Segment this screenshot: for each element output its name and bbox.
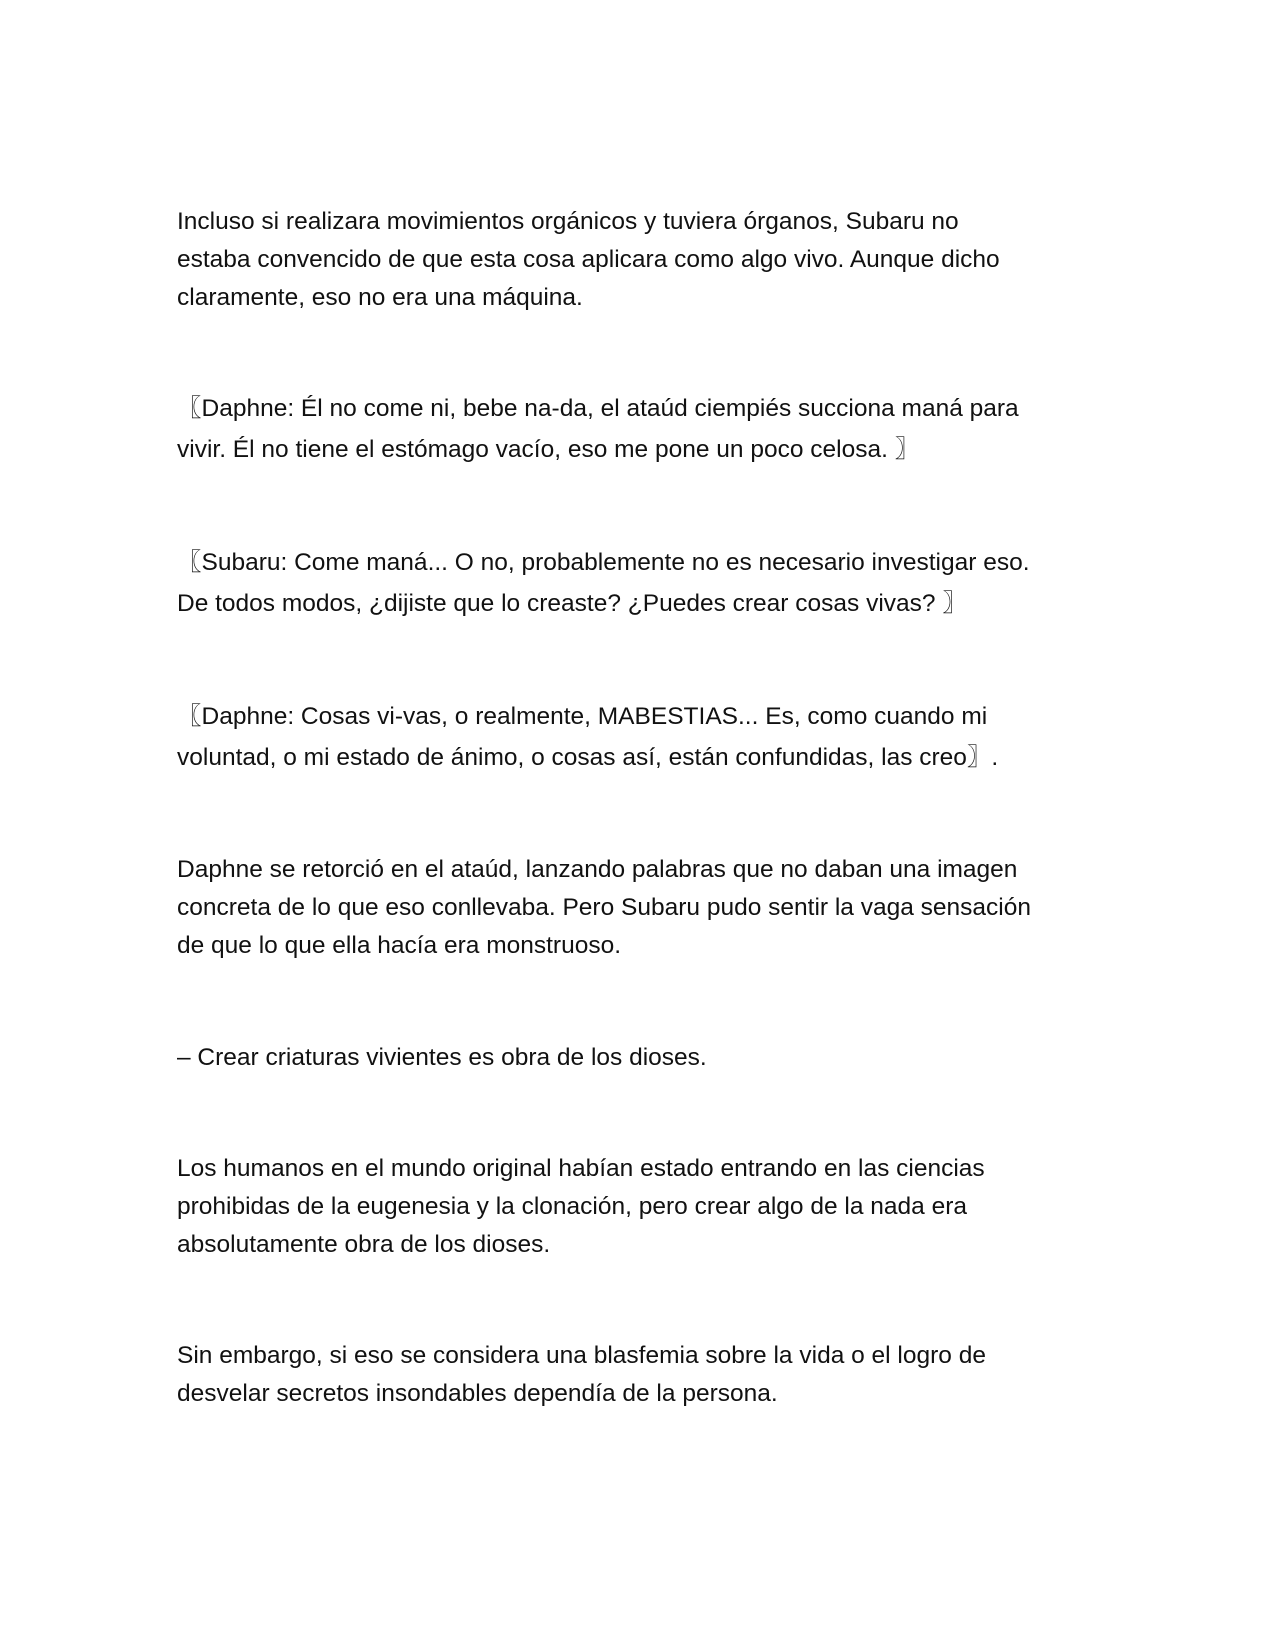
paragraph-4-dialogue-daphne: [177, 696, 1117, 778]
paragraph-line: absolutamente obra de los dioses.: [177, 1231, 551, 1258]
paragraph-2-dialogue-daphne: [177, 388, 1117, 470]
paragraph-line: estaba convencido de que esta cosa aplicara como algo vivo. Aunque dicho: [177, 246, 1000, 273]
paragraph-line: 〖Daphne: Cosas vi-vas, o realmente, MABESTIAS... Es, como cuando mi: [177, 703, 988, 730]
paragraph-line: concreta de lo que eso conllevaba. Pero Subaru pudo sentir la vaga sensación: [177, 894, 1031, 921]
paragraph-1: [177, 203, 1117, 317]
paragraph-line: 〖Daphne: Él no come ni, bebe na-da, el ataúd ciempiés succiona maná para: [177, 395, 1019, 422]
paragraph-line: voluntad, o mi estado de ánimo, o cosas así, están confundidas, las creo〗.: [177, 744, 999, 771]
paragraph-line: – Crear criaturas vivientes es obra de los dioses.: [177, 1044, 707, 1071]
paragraph-line: claramente, eso no era una máquina.: [177, 284, 583, 311]
paragraph-line: prohibidas de la eugenesia y la clonación, pero crear algo de la nada era: [177, 1193, 967, 1220]
paragraph-3-dialogue-subaru: [177, 542, 1117, 624]
paragraph-line: 〖Subaru: Come maná... O no, probablemente no es necesario investigar eso.: [177, 549, 1030, 576]
paragraph-line: Incluso si realizara movimientos orgánicos y tuviera órganos, Subaru no: [177, 208, 959, 235]
paragraph-line: de que lo que ella hacía era monstruoso.: [177, 932, 622, 959]
paragraph-7: [177, 1150, 1117, 1264]
paragraph-5: [177, 851, 1117, 965]
paragraph-8: [177, 1337, 1117, 1413]
paragraph-line: Sin embargo, si eso se considera una blasfemia sobre la vida o el logro de: [177, 1342, 986, 1369]
paragraph-line: Daphne se retorció en el ataúd, lanzando palabras que no daban una imagen: [177, 856, 1018, 883]
paragraph-line: Los humanos en el mundo original habían estado entrando en las ciencias: [177, 1155, 985, 1182]
paragraph-6-interjection: [177, 1039, 1117, 1077]
paragraph-line: De todos modos, ¿dijiste que lo creaste? ¿Puedes crear cosas vivas? 〗: [177, 590, 967, 617]
paragraph-line: desvelar secretos insondables dependía de la persona.: [177, 1380, 778, 1407]
paragraph-line: vivir. Él no tiene el estómago vacío, eso me pone un poco celosa. 〗: [177, 436, 920, 463]
